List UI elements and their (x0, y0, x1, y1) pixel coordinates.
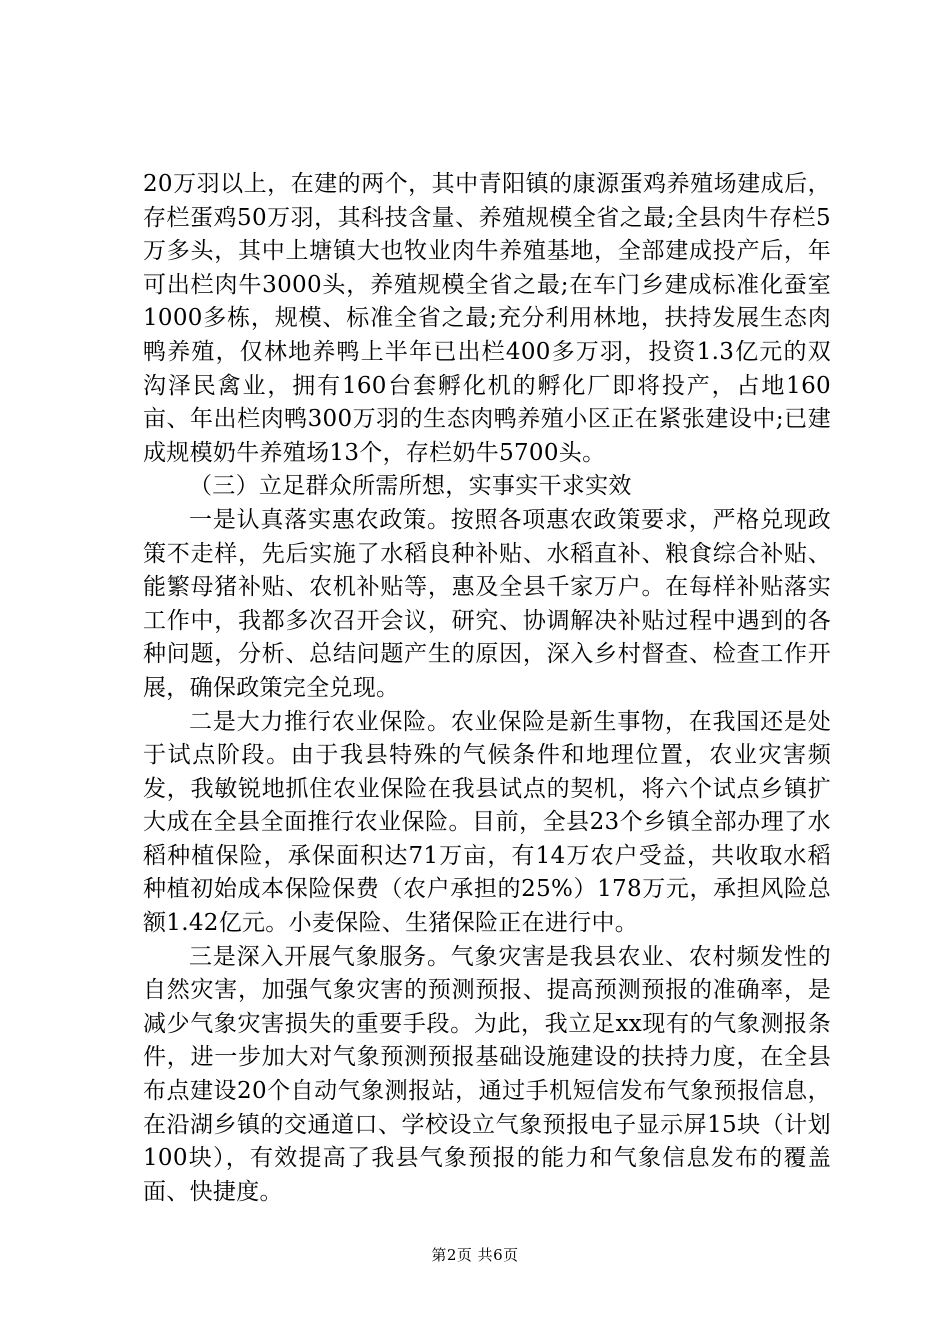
section-heading: （三）立足群众所需所想，实事实干求实效 (189, 473, 632, 500)
paragraph-policy: 一是认真落实惠农政策。按照各项惠农政策要求，严格兑现政策不走样，先后实施了水稻良种补贴、水稻直补、粮食综合补贴、能繁母猪补贴、农机补贴等，惠及全县千家万户。在每样补贴落实工作中，我都多次召开会议，研究、协调解决补贴过程中遇到的各种问题，分析、总结问题产生的原因，深入乡村督查、检查工作开展，确保政策完全兑现。 (143, 506, 831, 701)
paragraph-continuation: 20万羽以上，在建的两个，其中青阳镇的康源蛋鸡养殖场建成后，存栏蛋鸡50万羽，其科技含量、养殖规模全省之最;全县肉牛存栏5万多头，其中上塘镇大也牧业肉牛养殖基地，全部建成投产后，年可出栏肉牛3000头，养殖规模全省之最;在车门乡建成标准化蚕室1000多栋，规模、标准全省之最;充分利用林地，扶持发展生态肉鸭养殖，仅林地养鸭上半年已出栏400多万羽，投资1.3亿元的双沟泽民禽业，拥有160台套孵化机的孵化厂即将投产，占地160亩、年出栏肉鸭300万羽的生态肉鸭养殖小区正在紧张建设中;已建成规模奶牛养殖场13个，存栏奶牛5700头。 (143, 171, 831, 466)
document-body (143, 168, 831, 1209)
paragraph-weather: 三是深入开展气象服务。气象灾害是我县农业、农村频发性的自然灾害，加强气象灾害的预测预报、提高预测预报的准确率，是减少气象灾害损失的重要手段。为此，我立足xx现有的气象测报条件，进一步加大对气象预测预报基础设施建设的扶持力度，在全县布点建设20个自动气象测报站，通过手机短信发布气象预报信息，在沿湖乡镇的交通道口、学校设立气象预报电子显示屏15块（计划100块），有效提高了我县气象预报的能力和气象信息发布的覆盖面、快捷度。 (143, 943, 831, 1205)
paragraph-insurance: 二是大力推行农业保险。农业保险是新生事物，在我国还是处于试点阶段。由于我县特殊的气候条件和地理位置，农业灾害频发，我敏锐地抓住农业保险在我县试点的契机，将六个试点乡镇扩大成在全县全面推行农业保险。目前，全县23个乡镇全部办理了水稻种植保险，承保面积达71万亩，有14万农户受益，共收取水稻种植初始成本保险保费（农户承担的25%）178万元，承担风险总额1.42亿元。小麦保险、生猪保险正在进行中。 (143, 708, 831, 937)
page-number-footer: 第2页 共6页 (431, 1246, 519, 1264)
